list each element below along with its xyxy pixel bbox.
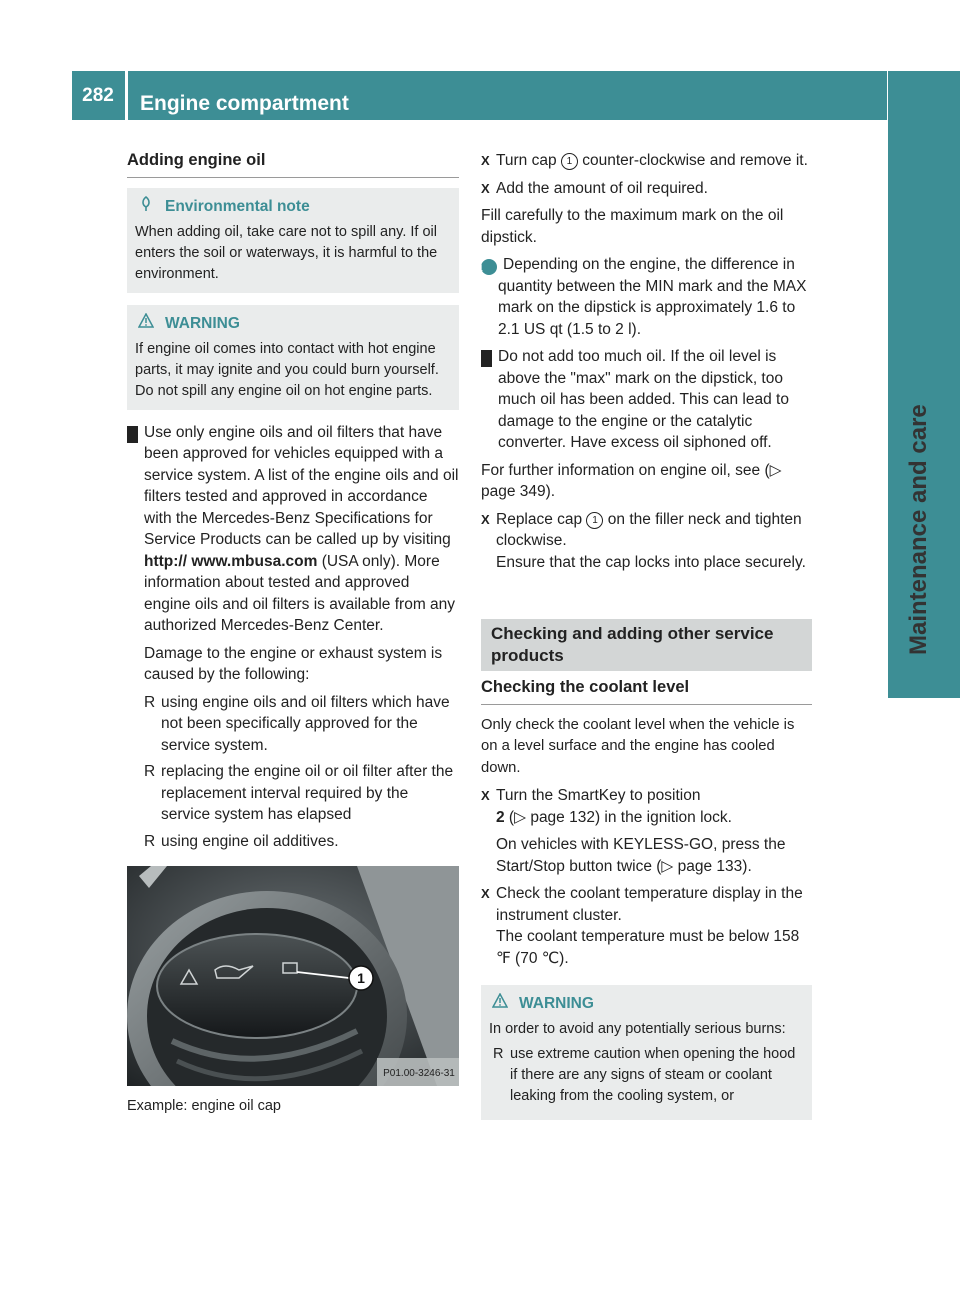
warning-text: If engine oil comes into contact with hot engine parts, it may ignite and you could burn yourself. Do not spill any engine oil on hot engine parts. (135, 340, 439, 399)
notice-approved-oils: ! Use only engine oils and oil filters that have been approved for vehicles equipped with a service system. A list of the engine oils and oil filters tested and approved in accordance with the Mercedes-Benz Specifications for Service Products can be called up by visiting http:// www.mbusa.com (USA only). More information about tested and approved engine oils and oil filters is available from any authorized Mercedes-Benz Center. (121, 423, 459, 634)
warning-title: WARNING (165, 315, 240, 332)
coolant-intro: Only check the coolant level when the vehicle is on a level surface and the engine has cooled down. (481, 716, 795, 776)
step-marker-icon: X (481, 886, 490, 901)
further-info: For further information on engine oil, see (▷ page 349). (481, 461, 782, 500)
page-number: 282 (82, 85, 114, 106)
right-column (475, 150, 812, 1132)
step-replace-cap: X Replace cap 1 on the filler neck and tighten clockwise. Ensure that the cap locks into place securely. (481, 510, 806, 571)
image-code: P01.00-3246-31 (383, 1068, 455, 1079)
coolant-warning-title: WARNING (519, 995, 594, 1012)
mbusa-link[interactable]: http:// www.mbusa.com (144, 552, 318, 570)
exclamation-icon: ! (127, 426, 138, 443)
engine-oil-cap-photo (127, 866, 459, 1086)
keyless-go-note: On vehicles with KEYLESS-GO, press the Start/Stop button twice (▷ page 133). (496, 836, 786, 875)
coolant-heading: Checking the coolant level (481, 677, 812, 705)
env-note-text: When adding oil, take care not to spill any. If oil enters the soil or waterways, it is harmful to the environment. (135, 224, 438, 282)
header-divider (125, 71, 128, 120)
env-note-title: Environmental note (165, 198, 310, 215)
warning-triangle-icon (137, 313, 155, 335)
step-add-oil: X Add the amount of oil required. (481, 178, 812, 200)
side-tab-label: Maintenance and care (905, 404, 932, 655)
step-check-coolant: X Check the coolant temperature display in the instrument cluster. The coolant temperature must be below 158 ℉ (70 ℃). (481, 885, 803, 967)
notice-too-much-oil: ! Do not add too much oil. If the oil level is above the "max" mark on the dipstick, too much oil has been added. This can lead to damage to the engine or the catalytic converter. Have excess oil siphoned off. (475, 348, 789, 451)
section-heading: Adding engine oil (127, 150, 459, 178)
info-note: i Depending on the engine, the difference in quantity between the MIN mark and the MAX mark on the dipstick is approximately 1.6 to 2.1 US qt (1.5 to 2 l). (478, 256, 807, 338)
list-item: R using engine oil additives. (144, 832, 339, 850)
step-marker-icon: X (481, 180, 490, 196)
left-column (121, 150, 459, 1118)
section-title: Checking and adding other service products (481, 619, 812, 671)
image-caption: Example: engine oil cap (127, 1098, 281, 1114)
step-marker-icon: X (481, 153, 490, 168)
list-item: R using engine oils and oil filters which have not been specifically approved for the service system. (144, 693, 450, 754)
warning-triangle-icon (491, 993, 509, 1015)
fill-instruction: Fill carefully to the maximum mark on the oil dipstick. (481, 207, 784, 246)
step-marker-icon: X (481, 788, 490, 803)
coolant-warning-intro: In order to avoid any potentially serious burns: (489, 1020, 786, 1037)
damage-intro: Damage to the engine or exhaust system is caused by the following: (144, 644, 443, 683)
coolant-warning-box (481, 985, 812, 1120)
environmental-note (127, 188, 459, 294)
exclamation-icon: ! (481, 350, 492, 367)
warning-box (127, 305, 459, 410)
info-icon: i (481, 259, 497, 275)
callout-1: 1 (357, 970, 365, 986)
page-title: Engine compartment (140, 92, 349, 115)
list-item: R use extreme caution when opening the hood if there are any signs of steam or coolant leaking from the cooling system, or (493, 1045, 796, 1104)
step-turn-smartkey: X Turn the SmartKey to position 2 (▷ page 132) in the ignition lock. (481, 787, 732, 826)
callout-1-icon: 1 (561, 153, 578, 170)
step-marker-icon: X (481, 511, 490, 527)
callout-1-icon: 1 (586, 512, 603, 529)
step-remove-cap: X Turn cap 1 counter-clockwise and remove it. (481, 150, 812, 172)
leaf-icon (137, 196, 155, 219)
list-item: R replacing the engine oil or oil filter after the replacement interval required by the service system has elapsed (144, 763, 454, 823)
